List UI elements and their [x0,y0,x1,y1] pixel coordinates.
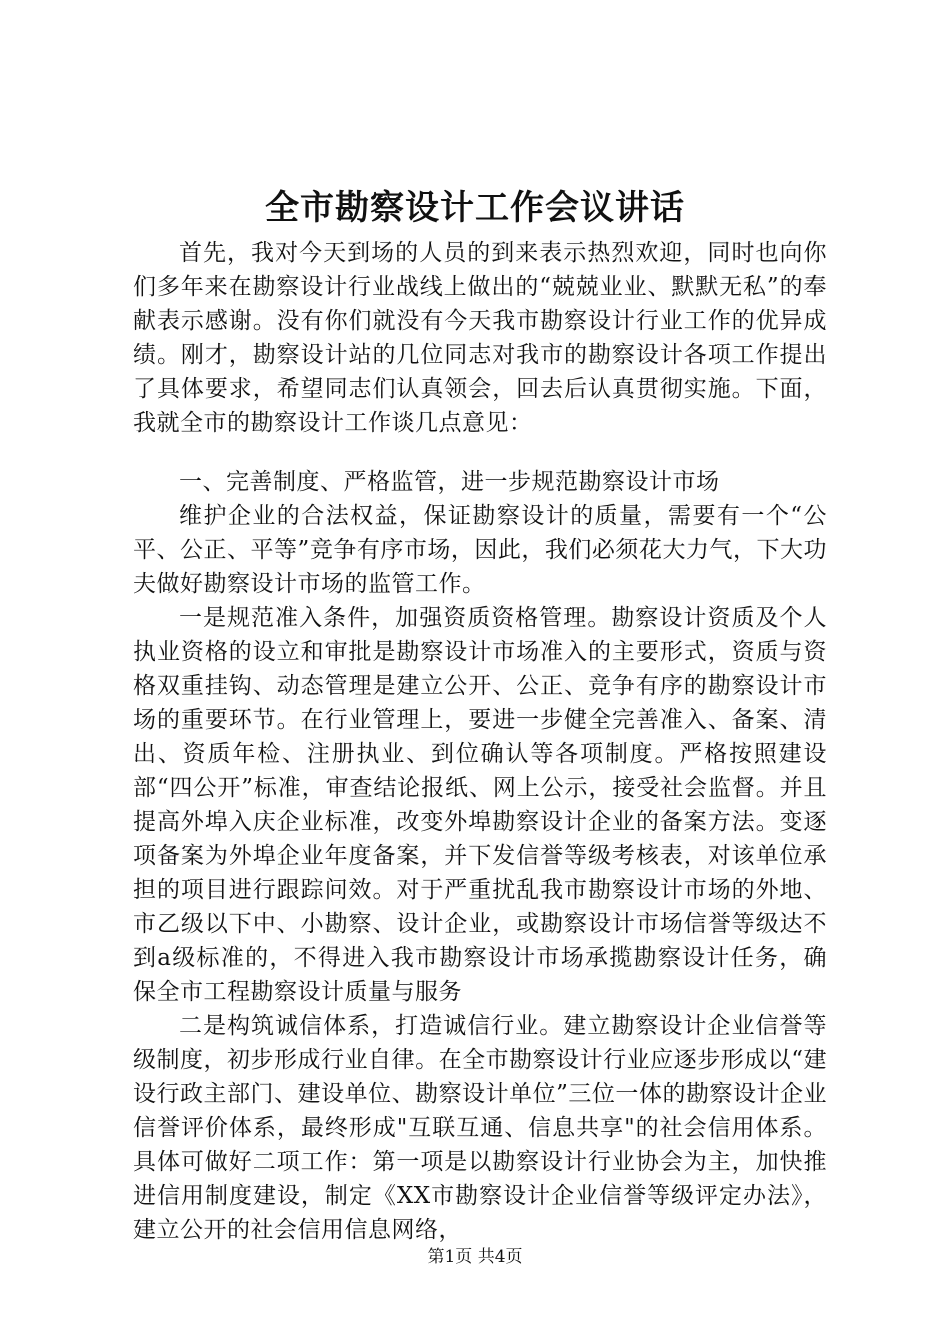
paragraph-market: 维护企业的合法权益，保证勘察设计的质量，需要有一个“公平、公正、平等”竞争有序市场，因此，我们必须花大力气，下大功夫做好勘察设计市场的监管工作。 [133,503,827,597]
page-footer: 第1页 共4页 [427,1247,523,1267]
paragraph-point-one: 一是规范准入条件，加强资质资格管理。勘察设计资质及个人执业资格的设立和审批是勘察设计市场准入的主要形式，资质与资格双重挂钩、动态管理是建立公开、公正、竞争有序的勘察设计市场的重要环节。在行业管理上，要进一步健全完善准入、备案、清出、资质年检、注册执业、到位确认等各项制度。严格按照建设部“四公开”标准，审查结论报纸、网上公示，接受社会监督。并且提高外埠入庆企业标准，改变外埠勘察设计企业的备案方法。变逐项备案为外埠企业年度备案，并下发信誉等级考核表，对该单位承担的项目进行跟踪问效。对于严重扰乱我市勘察设计市场的外地、市乙级以下中、小勘察、设计企业，或勘察设计市场信誉等级达不到a级标准的，不得进入我市勘察设计市场承揽勘察设计任务，确保全市工程勘察设计质量与服务 [133,605,827,1005]
paragraph-point-two: 二是构筑诚信体系，打造诚信行业。建立勘察设计企业信誉等级制度，初步形成行业自律。在全市勘察设计行业应逐步形成以“建设行政主部门、建设单位、勘察设计单位”三位一体的勘察设计企业信誉评价体系，最终形成"互联互通、信息共享"的社会信用体系。具体可做好二项工作：第一项是以勘察设计行业协会为主，加快推进信用制度建设，制定《XX市勘察设计企业信誉等级评定办法》，建立公开的社会信用信息网络， [133,1013,827,1243]
paragraph-intro: 首先，我对今天到场的人员的到来表示热烈欢迎，同时也向你们多年来在勘察设计行业战线上做出的“兢兢业业、默默无私”的奉献表示感谢。没有你们就没有今天我市勘察设计行业工作的优异成绩。刚才，勘察设计站的几位同志对我市的勘察设计各项工作提出了具体要求，希望同志们认真领会，回去后认真贯彻实施。下面，我就全市的勘察设计工作谈几点意见： [133,240,827,436]
document-title: 全市勘察设计工作会议讲话 [265,188,685,228]
document-body [133,236,827,1247]
section-heading: 一、完善制度、严格监管，进一步规范勘察设计市场 [179,469,720,495]
